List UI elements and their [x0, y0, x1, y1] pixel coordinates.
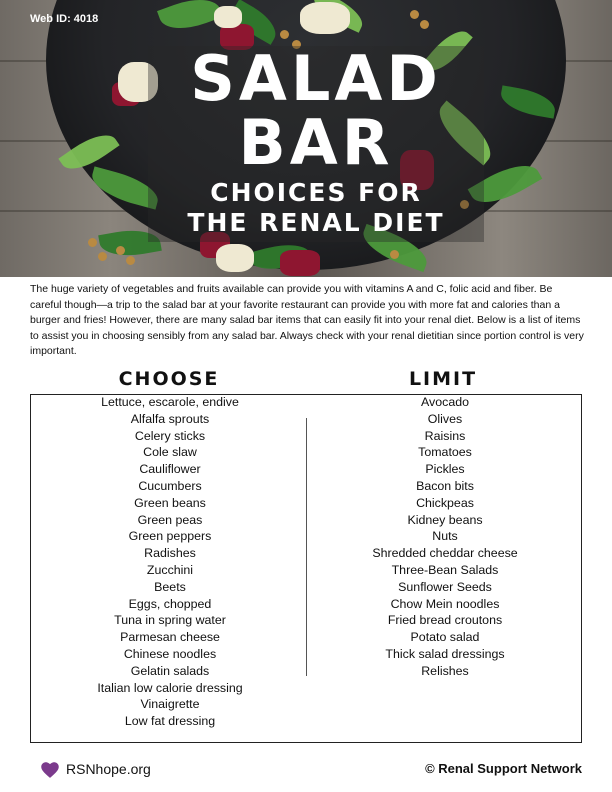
list-item: Chow Mein noodles: [390, 596, 500, 611]
page-subtitle-line2: THE RENAL DIET: [187, 208, 445, 237]
list-item: Gelatin salads: [130, 663, 210, 678]
web-id: Web ID: 4018: [30, 13, 99, 25]
list-item: Beets: [154, 579, 186, 594]
heart-icon: [40, 760, 60, 780]
list-item: Raisins: [424, 428, 466, 443]
choose-heading: CHOOSE: [118, 368, 220, 390]
list-item: Eggs, chopped: [128, 596, 212, 611]
list-item: Lettuce, escarole, endive: [101, 395, 239, 409]
list-item: Parmesan cheese: [120, 630, 220, 645]
list-item: Kidney beans: [407, 512, 483, 527]
list-item: Cauliflower: [139, 462, 201, 477]
list-item: Green peas: [137, 512, 203, 527]
column-divider: [306, 418, 307, 676]
page-title-bar: BAR: [238, 106, 394, 179]
list-item: Alfalfa sprouts: [130, 411, 210, 426]
choose-list: [60, 394, 280, 730]
intro-paragraph: The huge variety of vegetables and fruits available can provide you with vitamins A and C, folic acid and fiber. Be careful though—a trip to the salad bar at your favorite restaurant can provide you with more fat and calories than a burger and fries! However, there are many salad bar items that can easily fit into your renal diet. Below is a list of items to assist you in choosing sensibly from any salad bar. Always check with your renal dietitian since portion control is very important.: [30, 283, 584, 358]
list-item: Olives: [427, 411, 463, 426]
list-item: Cole slaw: [143, 445, 197, 460]
list-item: Pickles: [425, 462, 465, 477]
list-item: Green peppers: [128, 529, 212, 544]
limit-heading: LIMIT: [408, 368, 478, 390]
list-item: Fried bread croutons: [387, 613, 503, 628]
list-item: Nuts: [432, 529, 458, 544]
list-item: Zucchini: [146, 562, 194, 577]
list-item: Italian low calorie dressing: [97, 680, 243, 695]
list-item: Three-Bean Salads: [391, 562, 499, 577]
page-subtitle-line1: CHOICES FOR: [210, 178, 422, 207]
list-item: Green beans: [134, 495, 206, 510]
list-item: Sunflower Seeds: [398, 579, 492, 594]
list-item: Bacon bits: [416, 478, 474, 493]
page-title-salad: SALAD: [190, 42, 442, 115]
list-item: Chinese noodles: [123, 646, 217, 661]
list-item: Vinaigrette: [140, 697, 200, 712]
list-item: Relishes: [421, 663, 469, 678]
limit-list: [330, 394, 560, 680]
list-item: Avocado: [421, 395, 469, 409]
list-item: Tomatoes: [418, 445, 472, 460]
footer-site-link[interactable]: RSNhope.org: [66, 761, 151, 777]
list-item: Shredded cheddar cheese: [372, 546, 518, 561]
list-item: Cucumbers: [138, 478, 202, 493]
footer-copyright: © Renal Support Network: [425, 761, 582, 776]
list-item: Celery sticks: [134, 428, 206, 443]
list-item: Tuna in spring water: [114, 613, 226, 628]
list-item: Potato salad: [410, 630, 480, 645]
list-item: Low fat dressing: [124, 714, 216, 729]
list-item: Thick salad dressings: [385, 646, 505, 661]
list-item: Radishes: [144, 546, 196, 561]
list-item: Chickpeas: [416, 495, 474, 510]
